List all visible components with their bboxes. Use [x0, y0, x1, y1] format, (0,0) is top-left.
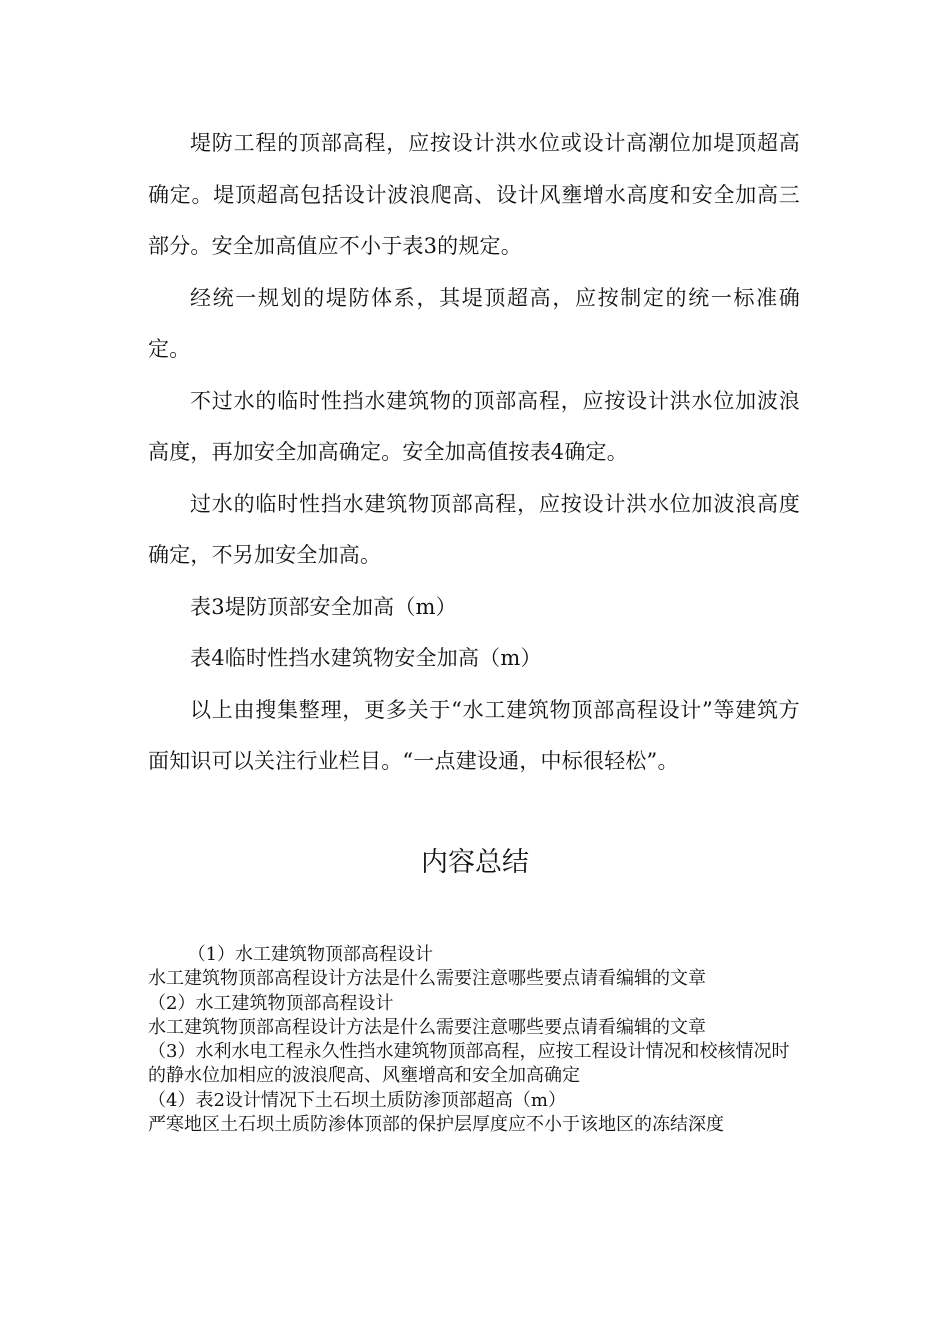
paragraph-unified-standard: 经统一规划的堤防体系，其堤顶超高，应按制定的统一标准确定。 [148, 285, 800, 361]
table-3-caption: 表3堤防顶部安全加高（m） [190, 594, 457, 619]
body-text [148, 118, 800, 788]
summary-item-1-heading: （1）水工建筑物顶部高程设计 [187, 944, 434, 965]
paragraph-overflow-temporary: 过水的临时性挡水建筑物顶部高程，应按设计洪水位加波浪高度确定，不另加安全加高。 [148, 491, 800, 567]
paragraph-source-note: 以上由搜集整理，更多关于“水工建筑物顶部高程设计”等建筑方面知识可以关注行业栏目。“一点建设通，中标很轻松”。 [148, 697, 800, 773]
table-4-caption: 表4临时性挡水建筑物安全加高（m） [190, 646, 542, 670]
summary-item-2-text: 水工建筑物顶部高程设计方法是什么需要注意哪些要点请看编辑的文章 [148, 1016, 706, 1038]
paragraph-crest-elevation: 堤防工程的顶部高程，应按设计洪水位或设计高潮位加堤顶超高确定。堤顶超高包括设计波浪爬高、设计风壅增水高度和安全加高三部分。安全加高值应不小于表3的规定。 [148, 131, 800, 258]
summary-item-3-text: （3）水利水电工程永久性挡水建筑物顶部高程，应按工程设计情况和校核情况时的静水位加相应的波浪爬高、风壅增高和安全加高确定 [148, 1041, 790, 1087]
summary-item-4-text: 严寒地区土石坝土质防渗体顶部的保护层厚度应不小于该地区的冻结深度 [148, 1114, 724, 1136]
summary-title: 内容总结 [421, 847, 529, 878]
summary-item-4-heading: （4）表2设计情况下土石坝土质防渗顶部超高（m） [148, 1089, 566, 1111]
summary-list [148, 943, 804, 1137]
paragraph-non-overflow-temporary: 不过水的临时性挡水建筑物的顶部高程，应按设计洪水位加波浪高度，再加安全加高确定。安全加高值按表4确定。 [148, 388, 800, 464]
summary-item-1-text: 水工建筑物顶部高程设计方法是什么需要注意哪些要点请看编辑的文章 [148, 968, 706, 990]
summary-item-2-heading: （2）水工建筑物顶部高程设计 [148, 992, 394, 1014]
